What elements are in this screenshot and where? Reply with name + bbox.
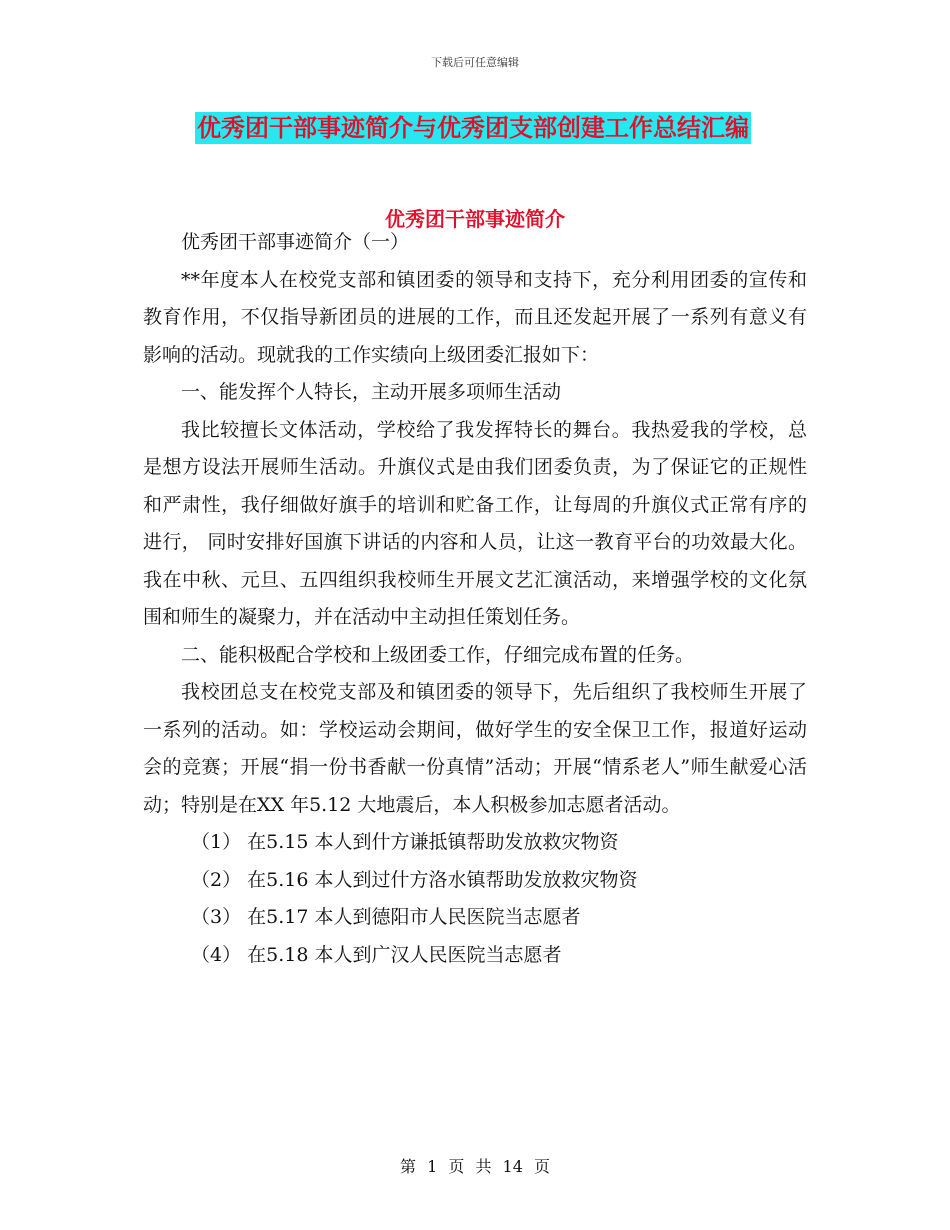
paragraph: **年度本人在校党支部和镇团委的领导和支持下，充分利用团委的宣传和教育作用，不仅指导新团员的进展的工作，而且还发起开展了一系列有意义有影响的活动。现就我的工作实绩向上级团委汇报如下： <box>143 268 807 366</box>
document-title: 优秀团干部事迹简介与优秀团支部创建工作总结汇编 <box>197 113 749 142</box>
paragraph-heading: 一、能发挥个人特长，主动开展多项师生活动 <box>181 381 562 403</box>
header-note: 下载后可任意编辑 <box>431 56 519 69</box>
list-item: （1） 在5.15 本人到什方谦抵镇帮助发放救灾物资 <box>191 831 619 853</box>
list-item: （4） 在5.18 本人到广汉人民医院当志愿者 <box>191 943 562 966</box>
body-text <box>143 224 807 974</box>
paragraph-heading: 二、能积极配合学校和上级团委工作，仔细完成布置的任务。 <box>181 643 695 666</box>
paragraph-heading: 优秀团干部事迹简介（一） <box>181 231 410 253</box>
page-number: 第 1 页 共 14 页 <box>400 1157 550 1176</box>
paragraph: 我校团总支在校党支部及和镇团委的领导下，先后组织了我校师生开展了一系列的活动。如：学校运动会期间，做好学生的安全保卫工作，报道好运动会的竞赛；开展“捐一份书香献一份真情”活动；开展“情系老人”师生献爱心活动；特别是在XX 年5.12 大地震后，本人积极参加志愿者活动。 <box>143 681 807 816</box>
list-item: （3） 在5.17 本人到德阳市人民医院当志愿者 <box>191 906 581 928</box>
section-title: 优秀团干部事迹简介 <box>385 207 565 231</box>
list-item: （2） 在5.16 本人到过什方洛水镇帮助发放救灾物资 <box>191 868 638 891</box>
paragraph: 我比较擅长文体活动，学校给了我发挥特长的舞台。我热爱我的学校，总是想方设法开展师生活动。升旗仪式是由我们团委负责，为了保证它的正规性和严肃性，我仔细做好旗手的培训和贮备工作，让每周的升旗仪式正常有序的进行， 同时安排好国旗下讲话的内容和人员，让这一教育平台的功效最大化。我在中秋、元旦、五四组织我校师生开展文艺汇演活动，来增强学校的文化氛围和师生的凝聚力，并在活动中主动担任策划任务。 <box>143 418 807 628</box>
